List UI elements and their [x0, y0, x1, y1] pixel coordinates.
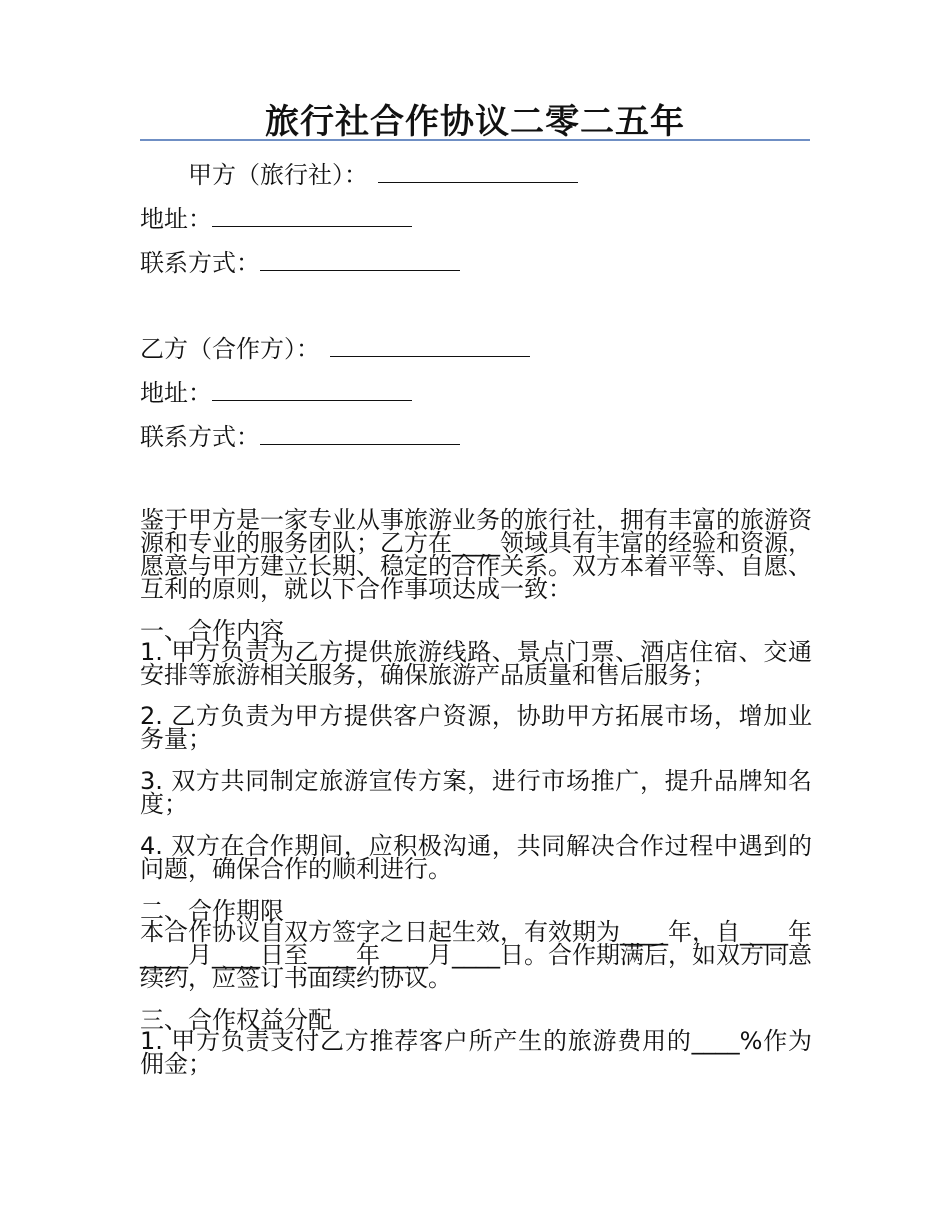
party-b-contact-blank [260, 422, 460, 445]
section-1-item-3: 3. 双方共同制定旅游宣传方案，进行市场推广，提升品牌知名度； [140, 767, 812, 818]
section-2-paragraph: 本合作协议自双方签字之日起生效，有效期为____年，自____年____月____日至____年____月____日。合作期满后，如双方同意续约，应签订书面续约协议。 [140, 918, 812, 992]
party-a-contact-blank [260, 248, 460, 271]
section-1-item-4: 4. 双方在合作期间，应积极沟通，共同解决合作过程中遇到的问题，确保合作的顺利进行。 [140, 832, 812, 883]
document-title: 旅行社合作协议二零二五年 [265, 102, 685, 142]
party-b-line [140, 334, 530, 364]
section-2-heading: 二、合作期限 [140, 897, 284, 925]
party-a-contact-line [140, 248, 460, 278]
party-b-address-line [140, 378, 412, 408]
party-a-line [188, 160, 578, 190]
section-3-heading: 三、合作权益分配 [140, 1006, 332, 1034]
section-1-heading: 一、合作内容 [140, 617, 284, 645]
title-underline [140, 139, 810, 141]
party-b-contact-line [140, 422, 460, 452]
party-a-address-line [140, 204, 412, 234]
party-a-contact-label: 联系方式： [140, 249, 260, 277]
party-a-blank [378, 160, 578, 183]
section-3-item-1: 1. 甲方负责支付乙方推荐客户所产生的旅游费用的____%作为佣金； [140, 1027, 812, 1078]
party-b-contact-label: 联系方式： [140, 423, 260, 451]
section-1-item-2: 2. 乙方负责为甲方提供客户资源，协助甲方拓展市场，增加业务量； [140, 702, 812, 753]
party-b-label: 乙方（合作方）： [140, 335, 320, 363]
party-a-address-blank [212, 204, 412, 227]
party-a-address-label: 地址： [140, 205, 212, 233]
party-b-blank [330, 334, 530, 357]
party-b-address-label: 地址： [140, 379, 212, 407]
section-1-item-1: 1. 甲方负责为乙方提供旅游线路、景点门票、酒店住宿、交通安排等旅游相关服务，确保旅游产品质量和售后服务； [140, 638, 812, 689]
preamble-paragraph: 鉴于甲方是一家专业从事旅游业务的旅行社，拥有丰富的旅游资源和专业的服务团队；乙方在____领域具有丰富的经验和资源，愿意与甲方建立长期、稳定的合作关系。双方本着平等、自愿、互利的原则，就以下合作事项达成一致： [140, 506, 812, 603]
party-b-address-blank [212, 378, 412, 401]
party-a-label: 甲方（旅行社）： [188, 161, 368, 189]
